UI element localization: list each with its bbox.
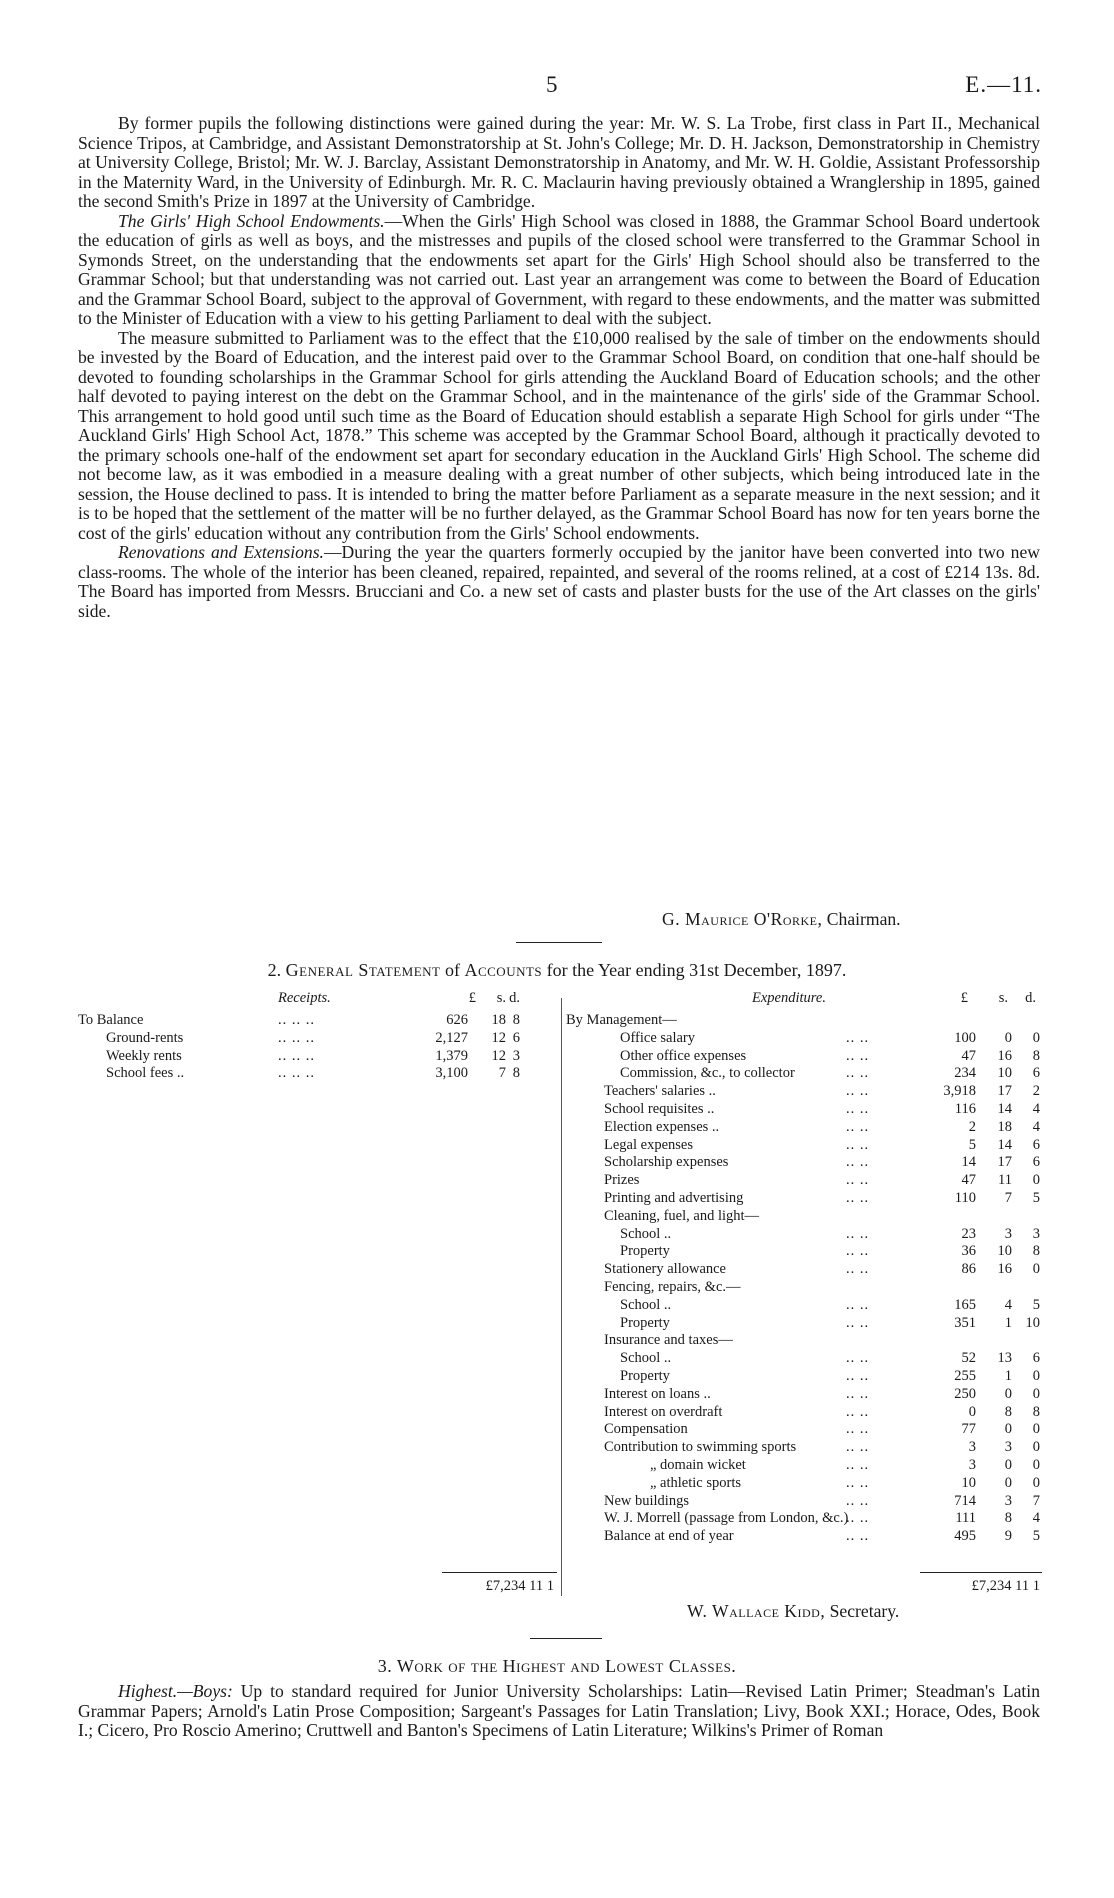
expenditure-shillings: 1 (1004, 1314, 1012, 1331)
expenditure-pence: 0 (1032, 1029, 1040, 1046)
expenditure-shillings: 11 (998, 1172, 1012, 1189)
expenditure-label: Fencing, repairs, &c.— (604, 1279, 741, 1295)
paragraph-heading: The Girls' High School Endowments. (118, 210, 385, 231)
expenditure-label: Compensation (604, 1421, 688, 1438)
expenditure-label: School requisites .. (604, 1101, 715, 1117)
expenditure-label: Stationery allowance (604, 1261, 726, 1278)
expenditure-shillings: 10 (997, 1065, 1012, 1082)
expenditure-pence: 6 (1032, 1350, 1040, 1367)
expenditure-shillings: 0 (1004, 1385, 1012, 1402)
leader-dots: .. .. (846, 1101, 870, 1117)
paragraph-measure: The measure submitted to Parliament was to the effect that the £10,000 realised by the sale of timber on the endowments should be invested by the Board of Education, and the interest paid over to the Grammar School Board, on condition that one-half should be devoted to founding scholarships in the Grammar School for girls attending the Auckland Board of Education schools; and the other half devoted to paying interest on the debt on the Grammar School, and in the maintenance of the girls' side of the Grammar School. This arrangement to hold good until such time as the Board of Education should establish a separate High School for girls under “The Auckland Girls' High School Act, 1878.” This scheme was accepted by the Grammar School Board, although it practically devoted to the primary schools one-half of the endowment set apart for secondary education in the Auckland Girls' High School. The scheme did not become law, as it was embodied in a measure dealing with a great number of other subjects, which being introduced late in the session, the House declined to pass. It is intended to bring the matter before Parliament as a separate measure in the next session; and it is to be hoped that the settlement of the matter will be no further delayed, as the Grammar School Board has now for ten years borne the cost of the girls' education without any contribution from the Girls' School endowments. (78, 327, 1040, 543)
expenditure-label: Insurance and taxes— (604, 1332, 733, 1349)
receipt-label: School fees .. (106, 1065, 185, 1082)
expenditure-shillings: 0 (1004, 1474, 1012, 1491)
expenditure-pence: 0 (1032, 1261, 1040, 1278)
section-divider (530, 1638, 602, 1639)
expenditure-shillings: 8 (1004, 1403, 1012, 1420)
leader-dots: .. .. (846, 1296, 870, 1313)
expenditure-label: Election expenses .. (604, 1118, 720, 1135)
expenditure-shillings: 18 (997, 1118, 1012, 1135)
leader-dots: .. .. (846, 1350, 870, 1367)
page-number: 5 (546, 72, 558, 97)
receipts-total: £7,234 11 1 (485, 1578, 554, 1594)
expenditure-shillings: 3 (1004, 1492, 1012, 1509)
leader-dots: .. .. .. (278, 1047, 315, 1064)
expenditure-label: School .. (620, 1296, 672, 1313)
receipts-col-shillings: s. (496, 990, 506, 1006)
narrative-text (78, 114, 1040, 621)
expenditure-pounds: 111 (955, 1510, 976, 1527)
paragraph-heading: Renovations and Extensions. (118, 542, 324, 562)
classes-title: 3. Work of the Highest and Lowest Classes. (377, 1656, 737, 1676)
expenditure-label: Prizes (604, 1172, 640, 1189)
expenditure-pounds: 5 (968, 1136, 976, 1153)
leader-dots: .. .. .. (278, 1012, 315, 1028)
receipt-shillings: 12 (491, 1047, 506, 1064)
expenditure-pounds: 255 (954, 1368, 976, 1384)
expenditure-shillings: 3 (1004, 1439, 1012, 1456)
chairman-signature (662, 909, 901, 930)
expenditure-label: „ athletic sports (650, 1474, 742, 1491)
expenditure-label: Balance at end of year (604, 1528, 734, 1545)
expenditure-label: Interest on loans .. (604, 1385, 711, 1402)
expenditure-label: Legal expenses (604, 1136, 693, 1153)
expenditure-label: Property (620, 1314, 670, 1331)
expenditure-label: Office salary (620, 1029, 696, 1046)
leader-dots: .. .. (846, 1029, 870, 1046)
expenditure-label: Interest on overdraft (604, 1403, 723, 1420)
expenditure-pounds: 10 (961, 1474, 976, 1491)
title-connector: of (444, 960, 460, 980)
paragraph-body: Up to standard required for Junior University Scholarships: Latin—Revised Latin Primer; Steadman's Latin Grammar Papers; Arnold's Latin Prose Composition; Sargeant's Passages for Latin Translation; Livy, Book XXI.; Horace, Odes, Book I.; Cicero, Pro Roscio Amerino; Cruttwell and Banton's Specimens of Latin Literature; Wilkins's Primer of Roman (78, 1681, 1040, 1740)
expenditure-label: By Management— (566, 1012, 677, 1028)
expenditure-label: School .. (620, 1350, 672, 1367)
paragraph-girls-endowments (78, 212, 1040, 329)
expenditure-col-pounds: £ (960, 990, 968, 1006)
receipt-pounds: 3,100 (435, 1065, 468, 1082)
classes-text (78, 1682, 1040, 1741)
expenditure-pence: 8 (1032, 1403, 1040, 1420)
expenditure-pounds: 2 (968, 1118, 976, 1135)
expenditure-pence: 10 (1025, 1314, 1040, 1331)
document-reference: E.—11. (965, 72, 1042, 97)
signatory-name: G. Maurice O'Rorke, (662, 909, 823, 929)
expenditure-pence: 0 (1032, 1439, 1040, 1456)
expenditure-shillings: 16 (997, 1261, 1012, 1278)
expenditure-pence: 0 (1032, 1385, 1040, 1402)
receipts-heading: Receipts. (278, 990, 331, 1006)
receipt-pounds: 1,379 (435, 1047, 468, 1064)
title-accounts: Accounts (464, 960, 543, 980)
expenditure-label: Other office expenses (620, 1047, 747, 1064)
expenditure-label: School .. (620, 1225, 672, 1242)
receipt-pence: 6 (512, 1029, 520, 1046)
paragraph-highest-boys (78, 1682, 1040, 1741)
expenditure-pounds: 3 (968, 1457, 976, 1473)
expenditure-label: Teachers' salaries .. (604, 1083, 716, 1100)
expenditure-pence: 6 (1032, 1154, 1040, 1171)
expenditure-col-shillings: s. (998, 990, 1008, 1006)
expenditure-shillings: 9 (1004, 1528, 1012, 1545)
leader-dots: .. .. (846, 1047, 870, 1064)
leader-dots: .. .. (846, 1385, 870, 1402)
expenditure-shillings: 0 (1004, 1457, 1012, 1473)
leader-dots: .. .. (846, 1225, 870, 1242)
leader-dots: .. .. (846, 1314, 870, 1331)
expenditure-pence: 4 (1032, 1101, 1040, 1117)
expenditure-pounds: 14 (961, 1154, 976, 1171)
expenditure-pounds: 110 (954, 1190, 976, 1206)
expenditure-label: Cleaning, fuel, and light— (604, 1207, 760, 1224)
title-main: General Statement (285, 960, 441, 980)
expenditure-shillings: 16 (997, 1047, 1012, 1064)
expenditure-pounds: 495 (954, 1528, 976, 1545)
expenditure-pence: 4 (1032, 1510, 1040, 1527)
expenditure-label: Commission, &c., to collector (620, 1065, 795, 1082)
expenditure-pounds: 3 (968, 1439, 976, 1456)
receipt-label: To Balance (78, 1012, 144, 1028)
expenditure-pence: 8 (1032, 1243, 1040, 1260)
expenditure-shillings: 3 (1004, 1225, 1012, 1242)
leader-dots: .. .. (846, 1439, 870, 1456)
receipt-label: Ground-rents (106, 1029, 184, 1046)
expenditure-pounds: 165 (954, 1296, 976, 1313)
expenditure-pounds: 234 (954, 1065, 976, 1082)
paragraph-heading: Highest.—Boys: (118, 1681, 233, 1701)
signatory-title: Chairman. (826, 909, 901, 929)
expenditure-pence: 3 (1032, 1225, 1040, 1242)
expenditure-pounds: 351 (954, 1314, 976, 1331)
leader-dots: .. .. (846, 1492, 870, 1509)
expenditure-shillings: 7 (1004, 1190, 1012, 1206)
signatory-title: Secretary. (829, 1601, 900, 1621)
expenditure-shillings: 10 (997, 1243, 1012, 1260)
receipt-label: Weekly rents (106, 1047, 182, 1064)
expenditure-pence: 0 (1032, 1474, 1040, 1491)
paragraph-distinctions: By former pupils the following distinctions were gained during the year: Mr. W. S. La Trobe, first class in Part II., Mechanical Science Tripos, at Cambridge, and Assistant Demonstratorship at St. John's College; Mr. D. H. Jackson, Demonstratorship in Chemistry at University College, Bristol; Mr. W. J. Barclay, Assistant Demonstratorship in Anatomy, and Mr. W. H. Goldie, Assistant Professorship in the Maternity Ward, in the University of Edinburgh. Mr. R. C. Maclaurin having previously obtained a Wranglership in 1895, gained the second Smith's Prize in 1897 at the University of Cambridge. (78, 113, 1040, 211)
expenditure-col-pence: d. (1025, 990, 1036, 1006)
leader-dots: .. .. (846, 1368, 870, 1384)
leader-dots: .. .. .. (278, 1029, 315, 1046)
expenditure-pounds: 714 (954, 1492, 976, 1509)
expenditure-pence: 7 (1032, 1492, 1040, 1509)
receipt-pence: 8 (512, 1065, 520, 1082)
leader-dots: .. .. .. (278, 1065, 315, 1082)
title-number: 2. (267, 960, 282, 980)
expenditure-pounds: 3,918 (943, 1083, 976, 1100)
expenditure-heading: Expenditure. (752, 990, 826, 1006)
leader-dots: .. .. (846, 1118, 870, 1135)
expenditure-label: „ domain wicket (650, 1457, 746, 1473)
receipt-pounds: 626 (446, 1012, 468, 1028)
expenditure-pounds: 23 (961, 1225, 976, 1242)
expenditure-label: Property (620, 1368, 670, 1384)
column-divider (561, 998, 562, 1596)
expenditure-total: £7,234 11 1 (971, 1578, 1040, 1594)
expenditure-shillings: 17 (997, 1154, 1012, 1171)
leader-dots: .. .. (846, 1243, 870, 1260)
signatory-name: W. Wallace Kidd, (687, 1601, 826, 1621)
expenditure-label: Property (620, 1243, 670, 1260)
leader-dots: .. .. (846, 1190, 870, 1206)
expenditure-label: W. J. Morrell (passage from London, &c.) (604, 1510, 849, 1527)
expenditure-shillings: 14 (997, 1136, 1012, 1153)
leader-dots: .. .. (846, 1083, 870, 1100)
leader-dots: .. .. (846, 1510, 870, 1527)
expenditure-pounds: 52 (961, 1350, 976, 1367)
leader-dots: .. .. (846, 1528, 870, 1545)
expenditure-pence: 6 (1032, 1065, 1040, 1082)
receipt-shillings: 18 (491, 1012, 506, 1028)
expenditure-shillings: 13 (997, 1350, 1012, 1367)
expenditure-shillings: 14 (997, 1101, 1012, 1117)
expenditure-pence: 2 (1032, 1083, 1040, 1100)
expenditure-pence: 0 (1032, 1421, 1040, 1438)
expenditure-pence: 5 (1032, 1190, 1040, 1206)
expenditure-shillings: 4 (1004, 1296, 1012, 1313)
receipts-col-pounds: £ (468, 990, 476, 1006)
receipt-shillings: 12 (491, 1029, 506, 1046)
expenditure-pence: 5 (1032, 1296, 1040, 1313)
leader-dots: .. .. (846, 1065, 870, 1082)
expenditure-pounds: 100 (954, 1029, 976, 1046)
paragraph-renovations (78, 543, 1040, 621)
paragraph-body: —When the Girls' High School was closed in 1888, the Grammar School Board undertook the education of girls as well as boys, and the mistresses and pupils of the closed school were transferred to the Grammar School in Symonds Street, on the understanding that the endowments set apart for the Girls' High School should also be transferred to the Grammar School; but that understanding was not carried out. Last year an arrangement was come to between the Board of Education and the Grammar School Board, subject to the approval of Government, with regard to these endowments, and the matter was submitted to the Minister of Education with a view to his getting Parliament to deal with the subject. (78, 210, 1040, 328)
expenditure-label: Contribution to swimming sports (604, 1439, 797, 1456)
receipts-col-pence: d. (509, 990, 520, 1006)
expenditure-pounds: 47 (961, 1047, 976, 1064)
section-divider (516, 942, 602, 943)
leader-dots: .. .. (846, 1154, 870, 1171)
paragraph-body: —During the year the quarters formerly occupied by the janitor have been converted into two new class-rooms. The whole of the interior has been cleaned, repaired, repainted, and several of the rooms relined, at a cost of £214 13s. 8d. The Board has imported from Messrs. Brucciani and Co. a new set of casts and plaster busts for the use of the Art classes on the girls' side. (78, 542, 1040, 621)
leader-dots: .. .. (846, 1403, 870, 1420)
expenditure-total-rule (920, 1572, 1042, 1573)
expenditure-label: Scholarship expenses (604, 1154, 729, 1171)
leader-dots: .. .. (846, 1172, 870, 1189)
expenditure-shillings: 0 (1004, 1029, 1012, 1046)
expenditure-pounds: 116 (954, 1101, 976, 1117)
expenditure-shillings: 17 (997, 1083, 1012, 1100)
leader-dots: .. .. (846, 1474, 870, 1491)
accounts-title (0, 960, 1114, 981)
expenditure-pence: 5 (1032, 1528, 1040, 1545)
secretary-signature (687, 1601, 899, 1622)
expenditure-label: Printing and advertising (604, 1190, 744, 1206)
expenditure-pence: 0 (1032, 1172, 1040, 1189)
expenditure-shillings: 1 (1004, 1368, 1012, 1384)
receipt-pence: 8 (512, 1012, 520, 1028)
expenditure-pence: 8 (1032, 1047, 1040, 1064)
title-rest: for the Year ending 31st December, 1897. (546, 960, 847, 980)
expenditure-pence: 0 (1032, 1368, 1040, 1384)
expenditure-pounds: 36 (961, 1243, 976, 1260)
expenditure-pounds: 77 (961, 1421, 976, 1438)
expenditure-shillings: 8 (1004, 1510, 1012, 1527)
receipt-pounds: 2,127 (435, 1029, 468, 1046)
expenditure-pounds: 47 (961, 1172, 976, 1189)
expenditure-shillings: 0 (1004, 1421, 1012, 1438)
expenditure-pounds: 0 (968, 1403, 976, 1420)
leader-dots: .. .. (846, 1261, 870, 1278)
expenditure-pounds: 250 (954, 1385, 976, 1402)
leader-dots: .. .. (846, 1421, 870, 1438)
expenditure-label: New buildings (604, 1492, 689, 1509)
expenditure-pence: 0 (1032, 1457, 1040, 1473)
expenditure-pence: 4 (1032, 1118, 1040, 1135)
receipt-pence: 3 (512, 1047, 520, 1064)
expenditure-pounds: 86 (961, 1261, 976, 1278)
leader-dots: .. .. (846, 1457, 870, 1473)
receipt-shillings: 7 (498, 1065, 506, 1082)
expenditure-pence: 6 (1032, 1136, 1040, 1153)
receipts-total-rule (442, 1572, 557, 1573)
leader-dots: .. .. (846, 1136, 870, 1153)
